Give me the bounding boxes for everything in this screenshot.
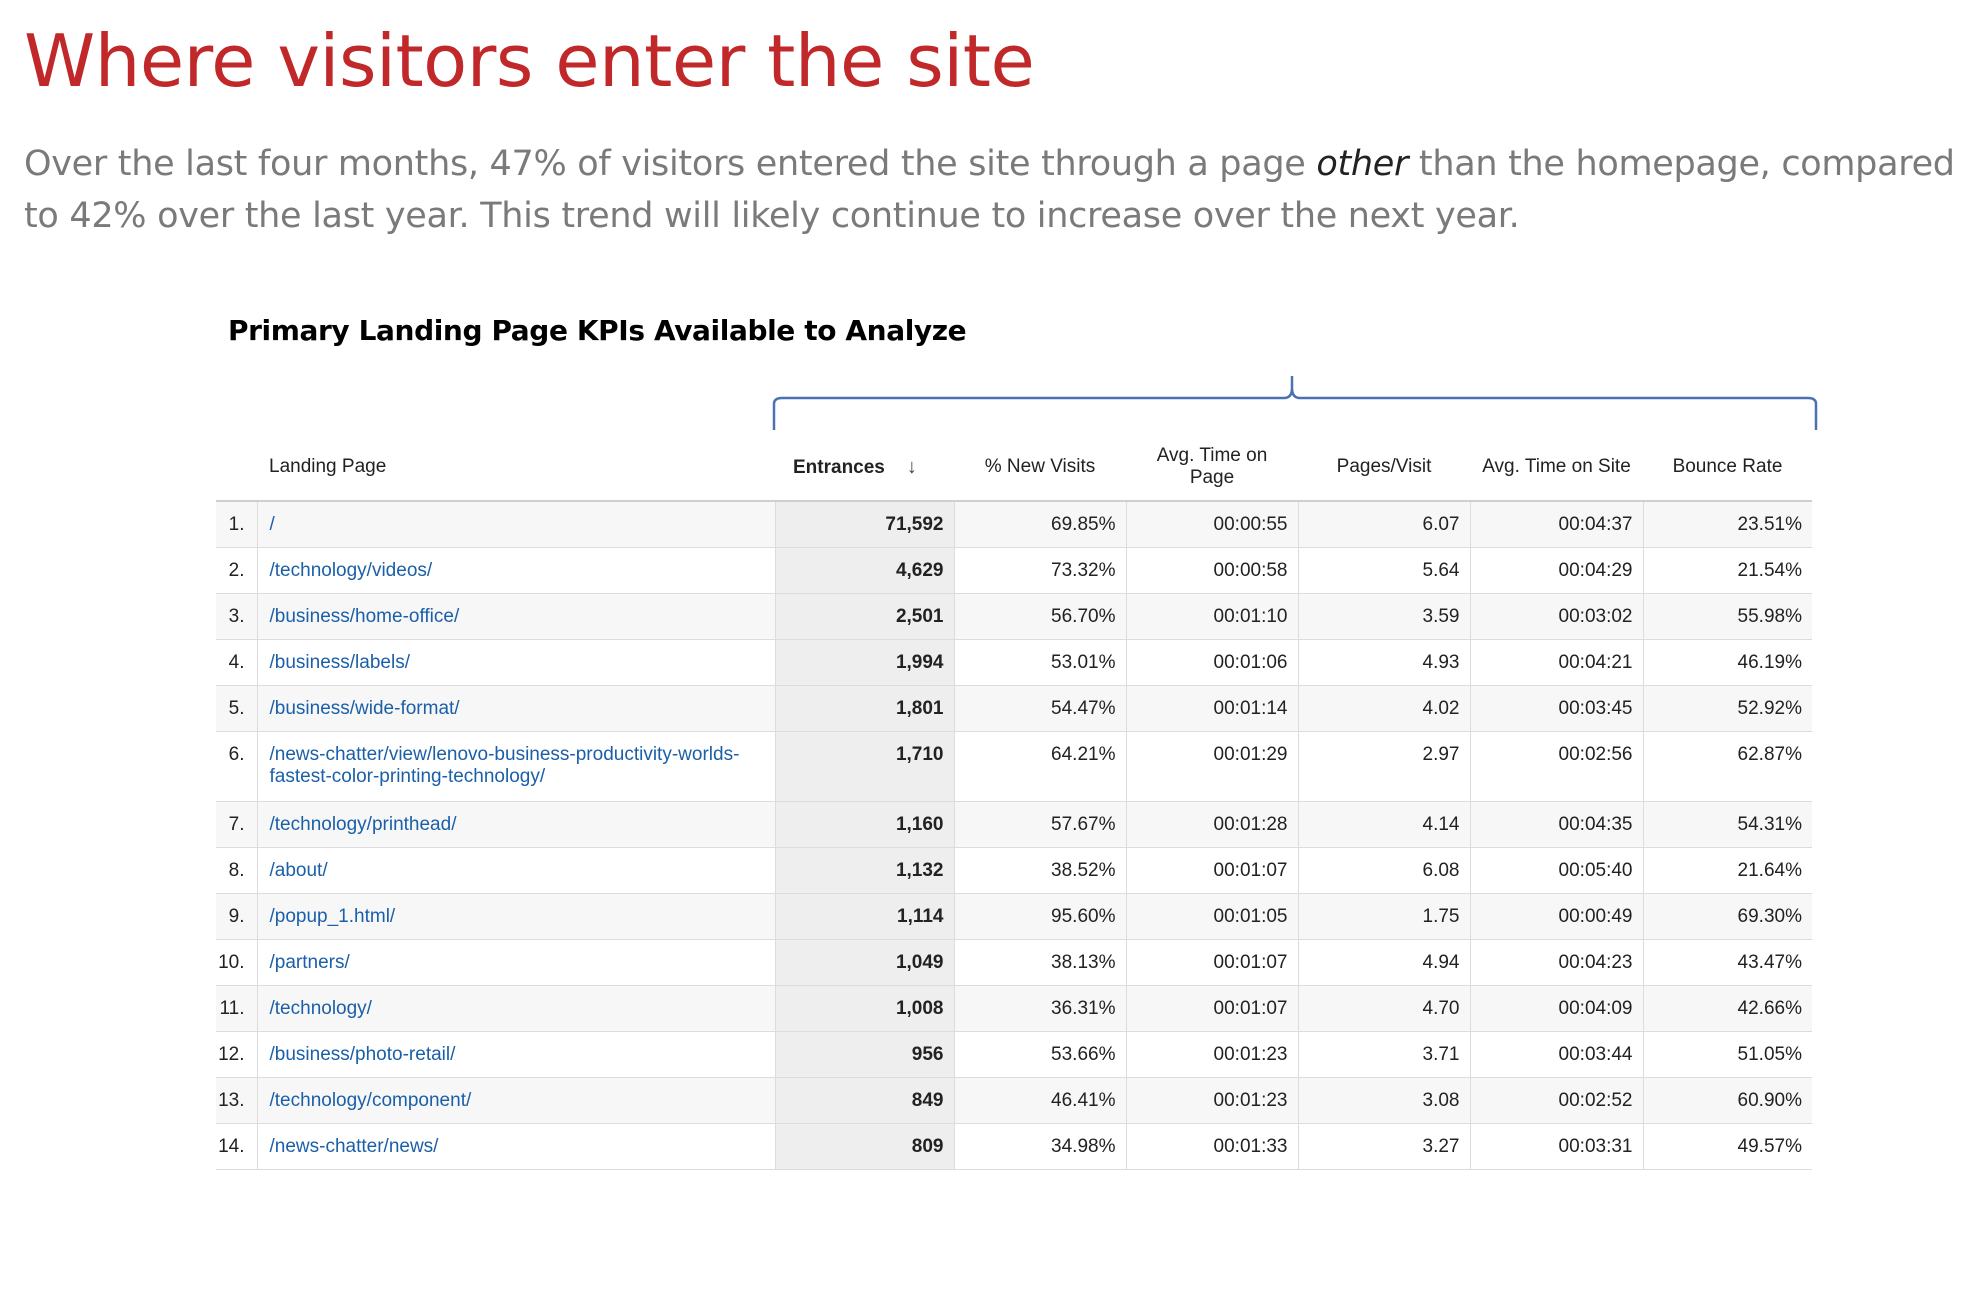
avg-time-on-site-value: 00:00:49 [1470, 893, 1643, 939]
avg-time-on-site-value: 00:04:37 [1470, 501, 1643, 547]
bounce-rate-value: 60.90% [1643, 1077, 1812, 1123]
avg-time-on-page-value: 00:01:23 [1126, 1077, 1298, 1123]
avg-time-on-site-value: 00:03:02 [1470, 593, 1643, 639]
header-bounce-rate[interactable]: Bounce Rate [1643, 434, 1812, 501]
table-row [216, 1077, 1812, 1123]
landing-page-link[interactable]: /partners/ [257, 939, 775, 985]
entrances-value: 1,114 [775, 893, 954, 939]
table-row [216, 939, 1812, 985]
slide-subtitle [24, 138, 1974, 242]
bounce-rate-value: 43.47% [1643, 939, 1812, 985]
bounce-rate-value: 51.05% [1643, 1031, 1812, 1077]
avg-time-on-site-value: 00:04:35 [1470, 801, 1643, 847]
avg-time-on-site-value: 00:04:09 [1470, 985, 1643, 1031]
header-rank [216, 434, 257, 501]
row-rank: 10. [216, 939, 257, 985]
pages-per-visit-value: 4.94 [1298, 939, 1470, 985]
sort-down-arrow-icon[interactable]: ↓ [906, 455, 917, 478]
row-rank: 14. [216, 1123, 257, 1169]
row-rank: 8. [216, 847, 257, 893]
landing-page-link[interactable]: /news-chatter/view/lenovo-business-productivity-worlds-fastest-color-printing-technology/ [257, 731, 775, 801]
header-avg-time-on-page[interactable]: Avg. Time on Page [1126, 434, 1298, 501]
subtitle-emphasis: other [1316, 144, 1409, 184]
new-visits-value: 95.60% [954, 893, 1126, 939]
landing-page-link[interactable]: /technology/printhead/ [257, 801, 775, 847]
pages-per-visit-value: 3.71 [1298, 1031, 1470, 1077]
avg-time-on-site-value: 00:03:44 [1470, 1031, 1643, 1077]
avg-time-on-page-value: 00:00:55 [1126, 501, 1298, 547]
entrances-value: 4,629 [775, 547, 954, 593]
table-row [216, 547, 1812, 593]
header-entrances-label: Entrances [793, 456, 885, 478]
row-rank: 4. [216, 639, 257, 685]
table-row [216, 801, 1812, 847]
avg-time-on-site-value: 00:04:29 [1470, 547, 1643, 593]
bounce-rate-value: 62.87% [1643, 731, 1812, 801]
avg-time-on-page-value: 00:01:05 [1126, 893, 1298, 939]
table-row [216, 847, 1812, 893]
entrances-value: 1,132 [775, 847, 954, 893]
row-rank: 12. [216, 1031, 257, 1077]
table-row [216, 985, 1812, 1031]
landing-page-link[interactable]: /business/photo-retail/ [257, 1031, 775, 1077]
entrances-value: 1,160 [775, 801, 954, 847]
avg-time-on-page-value: 00:01:28 [1126, 801, 1298, 847]
table-row [216, 1031, 1812, 1077]
pages-per-visit-value: 3.27 [1298, 1123, 1470, 1169]
avg-time-on-site-value: 00:02:56 [1470, 731, 1643, 801]
new-visits-value: 64.21% [954, 731, 1126, 801]
row-rank: 11. [216, 985, 257, 1031]
row-rank: 6. [216, 731, 257, 801]
avg-time-on-page-value: 00:01:07 [1126, 985, 1298, 1031]
landing-page-link[interactable]: /news-chatter/news/ [257, 1123, 775, 1169]
avg-time-on-page-value: 00:01:07 [1126, 847, 1298, 893]
pages-per-visit-value: 4.02 [1298, 685, 1470, 731]
pages-per-visit-value: 6.07 [1298, 501, 1470, 547]
new-visits-value: 53.01% [954, 639, 1126, 685]
row-rank: 1. [216, 501, 257, 547]
bounce-rate-value: 42.66% [1643, 985, 1812, 1031]
table-row [216, 593, 1812, 639]
pages-per-visit-value: 4.70 [1298, 985, 1470, 1031]
row-rank: 9. [216, 893, 257, 939]
bounce-rate-value: 69.30% [1643, 893, 1812, 939]
pages-per-visit-value: 3.59 [1298, 593, 1470, 639]
landing-page-link[interactable]: /business/labels/ [257, 639, 775, 685]
landing-page-link[interactable]: /business/wide-format/ [257, 685, 775, 731]
pages-per-visit-value: 3.08 [1298, 1077, 1470, 1123]
landing-page-link[interactable]: / [257, 501, 775, 547]
new-visits-value: 69.85% [954, 501, 1126, 547]
new-visits-value: 34.98% [954, 1123, 1126, 1169]
row-rank: 7. [216, 801, 257, 847]
table-row [216, 639, 1812, 685]
new-visits-value: 54.47% [954, 685, 1126, 731]
table-header-row [216, 434, 1812, 501]
entrances-value: 1,994 [775, 639, 954, 685]
avg-time-on-page-value: 00:01:23 [1126, 1031, 1298, 1077]
header-avg-time-on-site[interactable]: Avg. Time on Site [1470, 434, 1643, 501]
entrances-value: 71,592 [775, 501, 954, 547]
header-entrances[interactable] [775, 434, 954, 501]
pages-per-visit-value: 1.75 [1298, 893, 1470, 939]
landing-page-link[interactable]: /business/home-office/ [257, 593, 775, 639]
pages-per-visit-value: 5.64 [1298, 547, 1470, 593]
avg-time-on-page-value: 00:01:33 [1126, 1123, 1298, 1169]
landing-page-link[interactable]: /technology/component/ [257, 1077, 775, 1123]
row-rank: 3. [216, 593, 257, 639]
avg-time-on-page-value: 00:01:07 [1126, 939, 1298, 985]
bounce-rate-value: 55.98% [1643, 593, 1812, 639]
header-pages-per-visit[interactable]: Pages/Visit [1298, 434, 1470, 501]
header-landing-page[interactable]: Landing Page [257, 434, 775, 501]
pages-per-visit-value: 4.93 [1298, 639, 1470, 685]
table-row [216, 893, 1812, 939]
new-visits-value: 53.66% [954, 1031, 1126, 1077]
avg-time-on-site-value: 00:05:40 [1470, 847, 1643, 893]
new-visits-value: 56.70% [954, 593, 1126, 639]
bounce-rate-value: 54.31% [1643, 801, 1812, 847]
new-visits-value: 46.41% [954, 1077, 1126, 1123]
avg-time-on-site-value: 00:03:45 [1470, 685, 1643, 731]
entrances-value: 956 [775, 1031, 954, 1077]
avg-time-on-page-value: 00:01:29 [1126, 731, 1298, 801]
kpi-bracket [770, 372, 1820, 434]
avg-time-on-site-value: 00:03:31 [1470, 1123, 1643, 1169]
entrances-value: 1,801 [775, 685, 954, 731]
row-rank: 2. [216, 547, 257, 593]
entrances-value: 1,008 [775, 985, 954, 1031]
landing-page-link[interactable]: /popup_1.html/ [257, 893, 775, 939]
bounce-rate-value: 52.92% [1643, 685, 1812, 731]
table-row [216, 685, 1812, 731]
new-visits-value: 73.32% [954, 547, 1126, 593]
landing-page-link[interactable]: /technology/videos/ [257, 547, 775, 593]
avg-time-on-site-value: 00:04:23 [1470, 939, 1643, 985]
table-row [216, 731, 1812, 801]
pages-per-visit-value: 2.97 [1298, 731, 1470, 801]
slide-title: Where visitors enter the site [24, 19, 1035, 103]
avg-time-on-page-value: 00:01:14 [1126, 685, 1298, 731]
bounce-rate-value: 46.19% [1643, 639, 1812, 685]
row-rank: 13. [216, 1077, 257, 1123]
subtitle-text-start: Over the last four months, 47% of visitors entered the site through a page [24, 144, 1317, 184]
subtitle-text-end: than the homepage, compared to 42% over the last year. This trend will likely continue to increase over the next year. [24, 144, 1955, 236]
entrances-value: 809 [775, 1123, 954, 1169]
table-row [216, 501, 1812, 547]
avg-time-on-site-value: 00:02:52 [1470, 1077, 1643, 1123]
landing-page-link[interactable]: /technology/ [257, 985, 775, 1031]
entrances-value: 1,049 [775, 939, 954, 985]
pages-per-visit-value: 6.08 [1298, 847, 1470, 893]
new-visits-value: 36.31% [954, 985, 1126, 1031]
row-rank: 5. [216, 685, 257, 731]
new-visits-value: 38.52% [954, 847, 1126, 893]
avg-time-on-page-value: 00:01:10 [1126, 593, 1298, 639]
header-new-visits[interactable]: % New Visits [954, 434, 1126, 501]
bounce-rate-value: 21.64% [1643, 847, 1812, 893]
avg-time-on-page-value: 00:00:58 [1126, 547, 1298, 593]
new-visits-value: 38.13% [954, 939, 1126, 985]
landing-page-table [216, 434, 1812, 1170]
bounce-rate-value: 23.51% [1643, 501, 1812, 547]
avg-time-on-page-value: 00:01:06 [1126, 639, 1298, 685]
new-visits-value: 57.67% [954, 801, 1126, 847]
bounce-rate-value: 49.57% [1643, 1123, 1812, 1169]
table-row [216, 1123, 1812, 1169]
entrances-value: 2,501 [775, 593, 954, 639]
entrances-value: 849 [775, 1077, 954, 1123]
bounce-rate-value: 21.54% [1643, 547, 1812, 593]
entrances-value: 1,710 [775, 731, 954, 801]
avg-time-on-site-value: 00:04:21 [1470, 639, 1643, 685]
pages-per-visit-value: 4.14 [1298, 801, 1470, 847]
landing-page-link[interactable]: /about/ [257, 847, 775, 893]
table-title: Primary Landing Page KPIs Available to Analyze [228, 314, 967, 347]
